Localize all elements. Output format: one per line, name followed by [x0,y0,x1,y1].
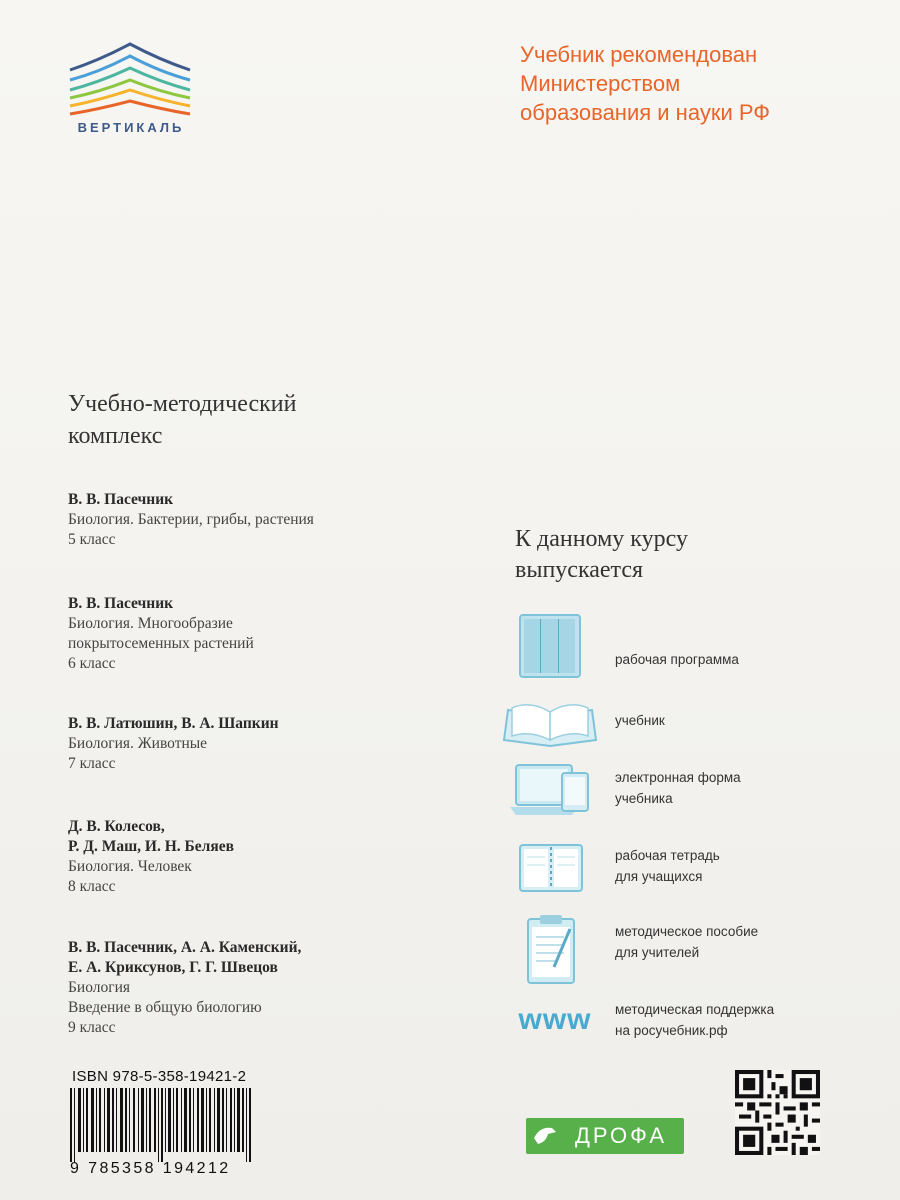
book-authors: В. В. Латюшин, В. А. Шапкин [68,715,279,732]
book-authors: Е. А. Криксунов, Г. Г. Швецов [68,959,278,976]
material-item [500,843,880,913]
book-title: Биология. Животные [68,735,208,752]
book-grade: 5 класс [68,531,116,548]
binder-icon [500,613,600,683]
course-title-line: выпускается [515,557,644,583]
book-authors: В. В. Пасечник [68,491,174,508]
book-authors: В. В. Пасечник [68,595,174,612]
recommendation-line: Министерством [520,71,681,96]
course-materials [500,605,880,1055]
book-authors: В. В. Пасечник, А. А. Каменский, [68,939,302,956]
book-entry [68,594,488,674]
book-grade: 7 класс [68,755,116,772]
book-title: Биология [68,979,131,996]
book-title: Биология. Бактерии, грибы, растения [68,511,314,528]
book-entry [68,490,488,550]
devices-icon [500,763,600,833]
isbn-label: ISBN 978-5-358-19421-2 [72,1068,247,1085]
material-label-line: электронная форма [615,770,741,785]
book-grade: 9 класс [68,1019,116,1036]
logo-text: ВЕРТИКАЛЬ [77,120,185,135]
material-item [500,763,880,833]
book-authors: Д. В. Колесов, [68,818,165,835]
material-item [500,690,880,760]
material-label [615,845,875,887]
clipboard-icon [500,915,600,985]
material-label [615,649,875,670]
book-title: Биология. Многообразие [68,615,233,632]
book-title: Введение в общую биологию [68,999,262,1016]
barcode-digits: 9 785358 194212 [70,1160,231,1177]
book-entry [68,714,488,774]
material-item [500,915,880,985]
material-label-line: учебник [615,713,665,728]
book-grade: 6 класс [68,655,116,672]
course-title-line: К данному курсу [515,526,688,552]
umk-title [68,388,468,452]
book-title: Биология. Человек [68,858,192,875]
material-label-line: для учителей [615,945,700,960]
material-item [500,995,880,1065]
material-label-line: рабочая тетрадь [615,848,720,863]
material-item [500,613,880,683]
recommendation-line: образования и науки РФ [520,100,770,125]
material-label-line: для учащихся [615,869,703,884]
vertikal-logo-icon [60,40,200,120]
vertikal-logo [60,40,200,140]
book-entry [68,817,488,897]
publisher-logo [526,1118,684,1154]
material-label-line: методическая поддержка [615,1002,775,1017]
material-label-line: на росучебник.рф [615,1023,728,1038]
umk-title-line: комплекс [68,423,163,449]
notebook-icon [500,843,600,913]
recommendation-line: Учебник рекомендован [520,42,758,67]
material-label-line: рабочая программа [615,652,739,667]
umk-title-line: Учебно-методический [68,391,297,417]
ministry-recommendation [520,40,880,127]
book-title: покрытосеменных растений [68,635,254,652]
material-label-line: методическое пособие [615,924,759,939]
material-label-line: учебника [615,791,673,806]
www-icon-text: www [518,1003,592,1036]
bird-icon [532,1124,558,1148]
material-label [615,767,875,809]
book-entry [68,938,488,1038]
www-icon [500,995,600,1065]
publisher-name: ДРОФА [574,1123,668,1148]
book-authors: Р. Д. Маш, И. Н. Беляев [68,838,234,855]
qr-code-icon [735,1070,820,1155]
material-label [615,921,875,963]
book-grade: 8 класс [68,878,116,895]
open-book-icon [500,690,600,760]
material-label [615,999,875,1041]
material-label [615,710,875,731]
barcode-icon [70,1088,260,1162]
course-title [515,524,875,586]
